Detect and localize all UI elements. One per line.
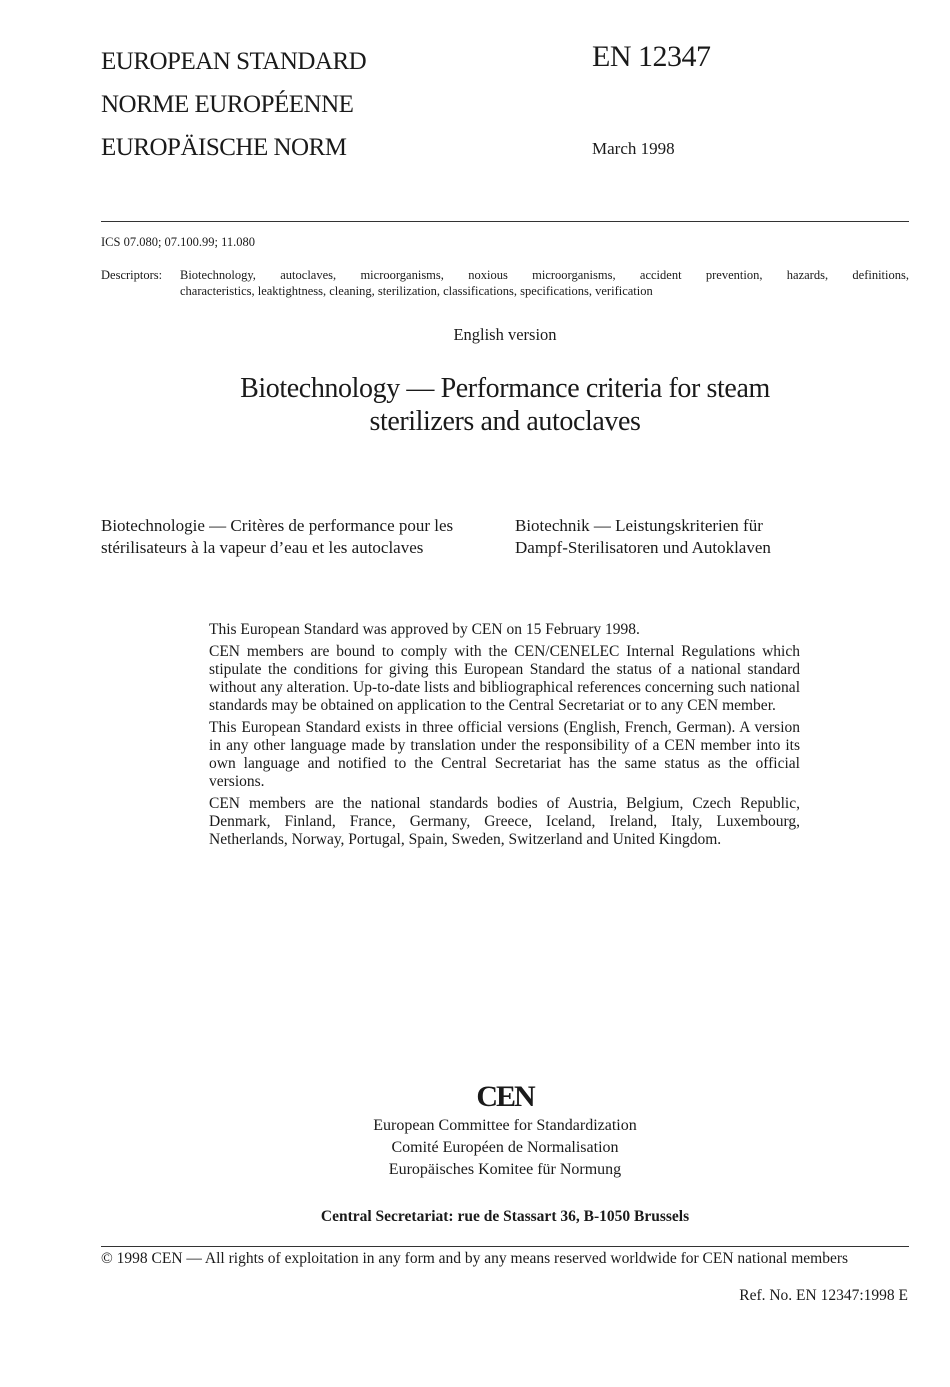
bottom-divider (101, 1246, 909, 1247)
header-line-fr: NORME EUROPÉENNE (101, 91, 354, 118)
french-title-line-2: stérilisateurs à la vapeur d’eau et les autoclaves (101, 538, 424, 557)
top-divider (101, 221, 909, 222)
descriptors (101, 268, 909, 299)
ics-codes: ICS 07.080; 07.100.99; 11.080 (101, 235, 256, 249)
secretariat-address: Central Secretariat: rue de Stassart 36, B-1050 Brussels (320, 1208, 690, 1225)
org-name-en: European Committee for Standardization (373, 1117, 637, 1134)
german-title (515, 515, 910, 559)
approval-paragraph-4: CEN members are the national standards bodies of Austria, Belgium, Czech Republic, Denmark, Finland, France, Germany, Greece, Iceland, Ireland, Italy, Luxembourg, Netherlands, Norway, Portugal, Spain, Sweden, Switzerland and United Kingdom. (209, 795, 800, 848)
publication-date: March 1998 (592, 139, 675, 158)
french-title-line-1: Biotechnologie — Critères de performance pour les (101, 516, 454, 535)
cen-logo: CEN (476, 1080, 534, 1113)
descriptors-label: Descriptors: (101, 268, 163, 282)
title-line-1: Biotechnology — Performance criteria for steam (240, 373, 770, 404)
approval-statement (209, 621, 800, 853)
descriptors-line-2: characteristics, leaktightness, cleaning, sterilization, classifications, specifications, verification (180, 283, 653, 298)
approval-paragraph-1: This European Standard was approved by CEN on 15 February 1998. (209, 621, 640, 638)
standard-number: EN 12347 (592, 40, 711, 73)
org-name-de: Europäisches Komitee für Normung (388, 1161, 622, 1178)
title-line-2: sterilizers and autoclaves (369, 406, 641, 437)
french-title (101, 515, 501, 559)
descriptors-line-1: Biotechnology, autoclaves, microorganisms, noxious microorganisms, accident prevention, hazards, definitions, (180, 268, 909, 282)
header-line-de: EUROPÄISCHE NORM (101, 134, 347, 161)
copyright-notice: © 1998 CEN — All rights of exploitation in any form and by any means reserved worldwide for CEN national members (101, 1250, 849, 1267)
approval-paragraph-2: CEN members are bound to comply with the CEN/CENELEC Internal Regulations which stipulate the conditions for giving this European Standard the status of a national standard without any alteration. Up-to-date lists and bibliographical references concerning such national standards may be obtained on application to the Central Secretariat or to any CEN member. (209, 643, 800, 714)
document-title (100, 372, 910, 438)
reference-number: Ref. No. EN 12347:1998 E (739, 1287, 908, 1304)
german-title-line-2: Dampf-Sterilisatoren und Autoklaven (515, 538, 771, 557)
german-title-line-1: Biotechnik — Leistungskriterien für (515, 516, 763, 535)
language-version: English version (453, 325, 557, 344)
header-line-en: EUROPEAN STANDARD (101, 48, 367, 75)
approval-paragraph-3: This European Standard exists in three official versions (English, French, German). A version in any other language made by translation under the responsibility of a CEN member into its own language and notified to the Central Secretariat has the same status as the official versions. (209, 719, 800, 790)
org-name-fr: Comité Européen de Normalisation (391, 1139, 619, 1156)
